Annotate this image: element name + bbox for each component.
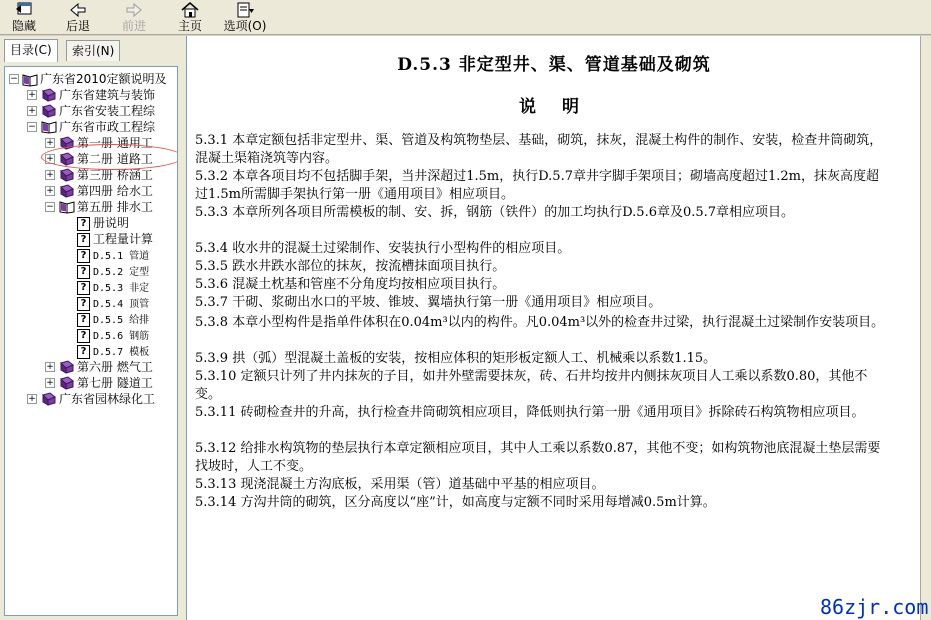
paragraph: 5.3.2 本章各项目均不包括脚手架，当井深超过1.5m，执行D.5.7章井字脚手架项目；砌墙高度超过1.2m，抹灰高度超过1.5m所需脚手架执行第一册《通用项目》相应项目。 (195, 169, 879, 202)
paragraph: 5.3.13 现浇混凝土方沟底板，采用渠（管）道基础中平基的相应项目。 (195, 477, 605, 492)
paragraph: 5.3.5 跌水井跌水部位的抹灰，按流槽抹面项目执行。 (195, 259, 506, 274)
collapse-icon[interactable]: − (46, 202, 54, 212)
collapse-icon[interactable]: − (10, 74, 18, 84)
expand-icon[interactable]: + (46, 154, 54, 164)
tab-index[interactable]: 索引(N) (66, 40, 120, 61)
options-icon (234, 1, 256, 19)
page-subtitle: 说 明 (519, 97, 589, 117)
home-button[interactable] (172, 0, 208, 34)
help-page-icon: ? (77, 233, 90, 247)
watermark: 86zjr.com (820, 595, 929, 619)
contents-tree (4, 66, 178, 616)
tree-label: 第二册 道路工 (77, 152, 153, 166)
help-page-icon: ? (77, 345, 90, 359)
tree-label: D.5.3 非定 (93, 283, 150, 294)
book-icon (59, 184, 74, 198)
paragraph: 5.3.7 干砌、浆砌出水口的平坡、锥坡、翼墙执行第一册《通用项目》相应项目。 (195, 295, 662, 310)
help-page-icon: ? (77, 265, 90, 279)
tree-label: D.5.6 钢筋 (93, 331, 150, 342)
expand-icon[interactable]: + (46, 378, 54, 388)
tree-page-item-selected[interactable] (77, 279, 149, 295)
tree-label: D.5.2 定型 (93, 267, 150, 278)
paragraph: 5.3.4 收水井的混凝土过梁制作、安装执行小型构件的相应项目。 (195, 241, 571, 256)
expand-icon[interactable]: + (28, 90, 36, 100)
tree-label: 册说明 (93, 216, 130, 230)
paragraph: 5.3.1 本章定额包括非定型井、渠、管道及构筑物垫层、基础，砌筑，抹灰，混凝土构件的制作、安装，检查井筒砌筑，混凝土渠箱浇筑等内容。 (195, 133, 883, 166)
hide-button[interactable] (6, 0, 42, 34)
navigation-pane (0, 36, 181, 620)
tree-label: 第五册 排水工 (77, 200, 153, 214)
tree-label: 第七册 隧道工 (77, 376, 153, 390)
tree-label: 广东省市政工程综 (59, 120, 156, 134)
tree-page-item[interactable] (77, 327, 149, 343)
paragraph: 5.3.6 混凝土枕基和管座不分角度均按相应项目执行。 (195, 277, 506, 292)
tree-label: 第三册 桥涵工 (77, 168, 153, 182)
tree-label: 广东省建筑与装饰 (59, 88, 156, 102)
tree-page-item[interactable] (77, 247, 149, 263)
tree-label: 广东省安装工程综 (59, 104, 156, 118)
tree-page-item[interactable] (77, 311, 149, 327)
expand-icon[interactable]: + (28, 394, 36, 404)
help-page-icon: ? (77, 249, 90, 263)
collapse-icon[interactable]: − (28, 122, 36, 132)
help-page-icon: ? (77, 329, 90, 343)
toolbar (0, 0, 931, 35)
paragraph: 5.3.11 砖砌检查井的升高，执行检查井筒砌筑相应项目，降低则执行第一册《通用项目》拆除砖石构筑物相应项目。 (195, 405, 865, 420)
book-icon (41, 88, 56, 102)
expand-icon[interactable]: + (46, 138, 54, 148)
book-icon (59, 376, 74, 390)
tree-label: 第六册 燃气工 (77, 360, 153, 374)
home-label: 主页 (177, 19, 202, 33)
paragraph: 5.3.8 本章小型构件是指单件体积在0.04m³以内的构件。凡0.04m³以外的检查井过梁，执行混凝土过梁制作安装项目。 (195, 315, 885, 330)
tree-label: 广东省2010定额说明及 (40, 72, 167, 86)
help-page-icon: ? (77, 297, 90, 311)
expand-icon[interactable]: + (28, 106, 36, 116)
help-page-icon: ? (77, 281, 90, 295)
tree-label: 广东省园林绿化工 (59, 392, 156, 406)
tab-contents[interactable]: 目录(C) (4, 39, 58, 62)
forward-arrow-icon (124, 1, 144, 19)
tree-label: 第四册 给水工 (77, 184, 153, 198)
help-page-icon: ? (77, 217, 90, 231)
tree-page-item[interactable] (77, 215, 129, 231)
vertical-scrollbar[interactable] (920, 36, 931, 620)
back-arrow-icon (68, 1, 88, 19)
paragraph: 5.3.10 定额只计列了井内抹灰的子目，如井外壁需要抹灰，砖、石井均按井内侧抹灰项目人工乘以系数0.80，其他不变。 (195, 369, 868, 402)
book-icon (41, 104, 56, 118)
hide-label: 隐藏 (11, 19, 36, 33)
tree-page-item[interactable] (77, 231, 153, 247)
paragraph: 5.3.3 本章所列各项目所需模板的制、安、拆，钢筋（铁件）的加工均执行D.5.6章及0.5.7章相应项目。 (195, 205, 795, 220)
back-label: 后退 (65, 19, 90, 33)
paragraph: 5.3.14 方沟井筒的砌筑，区分高度以“座”计，如高度与定额不同时采用每增减0.5m计算。 (195, 495, 716, 510)
tree-page-item[interactable] (77, 263, 149, 279)
book-icon (41, 392, 56, 406)
options-button[interactable] (222, 0, 268, 34)
forward-button[interactable] (114, 0, 154, 34)
tree-label: 工程量计算 (93, 232, 154, 246)
book-icon (59, 360, 74, 374)
tree-label: D.5.1 管道 (93, 251, 150, 262)
expand-icon[interactable]: + (46, 186, 54, 196)
back-button[interactable] (58, 0, 98, 34)
expand-icon[interactable]: + (46, 170, 54, 180)
hide-icon (14, 1, 34, 19)
book-icon (59, 168, 74, 182)
tree-page-item[interactable] (77, 295, 149, 311)
home-icon (180, 1, 200, 19)
open-book-icon (41, 120, 57, 134)
tree-label: 第一册 通用工 (77, 136, 153, 150)
forward-label: 前进 (121, 19, 146, 33)
tree-label: D.5.4 顶管 (93, 299, 150, 310)
options-label: 选项(O) (223, 19, 267, 33)
tree-label: D.5.5 给排 (93, 315, 150, 326)
content-pane (186, 36, 921, 620)
expand-icon[interactable]: + (46, 362, 54, 372)
tree-label: D.5.7 模板 (93, 347, 150, 358)
tree-page-item[interactable] (77, 343, 149, 359)
page-title: D.5.3 非定型井、渠、管道基础及砌筑 (397, 55, 711, 75)
open-book-icon (59, 200, 75, 214)
paragraph: 5.3.9 拱（弧）型混凝土盖板的安装，按相应体积的矩形板定额人工、机械乘以系数1.15。 (195, 351, 717, 366)
open-book-icon (22, 73, 38, 87)
highlight-circle (41, 144, 178, 170)
help-page-icon: ? (77, 313, 90, 327)
paragraph: 5.3.12 给排水构筑物的垫层执行本章定额相应项目，其中人工乘以系数0.87，其他不变；如构筑物池底混凝土垫层需要找坡时，人工不变。 (195, 441, 881, 474)
